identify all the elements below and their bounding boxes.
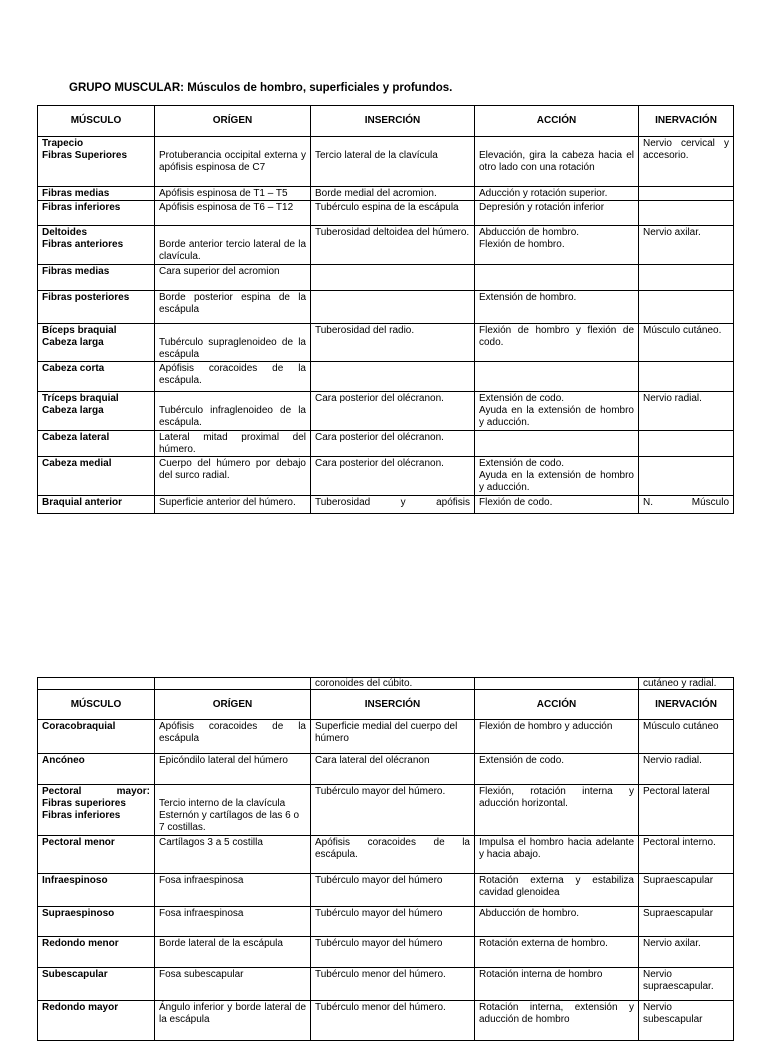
origen-cell: Fosa infraespinosa	[155, 873, 311, 906]
accion-cell: Abducción de hombro. Flexión de hombro.	[475, 226, 639, 264]
origen-cell: Cara superior del acromion	[155, 264, 311, 290]
musculo-cell: Bíceps braquial Cabeza larga	[38, 323, 155, 361]
table-row	[38, 906, 734, 936]
insercion-cell	[311, 362, 475, 392]
insercion-cell: Tubérculo mayor del húmero	[311, 906, 475, 936]
table-row	[38, 785, 734, 836]
origen-cell: Cartílagos 3 a 5 costilla	[155, 835, 311, 873]
musculo-cell: Trapecio Fibras Superiores	[38, 137, 155, 187]
page-title: GRUPO MUSCULAR: Músculos de hombro, superficiales y profundos.	[69, 82, 453, 94]
insercion-cell	[311, 290, 475, 323]
table-row	[38, 720, 734, 754]
origen-cell: Tubérculo infraglenoideo de la escápula.	[155, 392, 311, 431]
accion-cell: Flexión de hombro y flexión de codo.	[475, 323, 639, 361]
insercion-cell: Cara posterior del olécranon.	[311, 430, 475, 456]
accion-cell: Flexión, rotación interna y aducción horizontal.	[475, 785, 639, 836]
insercion-cell: Tubérculo mayor del húmero.	[311, 785, 475, 836]
table-row	[38, 457, 734, 496]
inervacion-cell: Músculo cutáneo.	[639, 323, 734, 361]
musculo-cell: Redondo menor	[38, 936, 155, 967]
header-musculo: MÚSCULO	[38, 690, 155, 720]
insercion-cell: Tuberosidad deltoidea del húmero.	[311, 226, 475, 264]
musculo-cell: Tríceps braquial Cabeza larga	[38, 392, 155, 431]
header-origen: ORÍGEN	[155, 690, 311, 720]
table-row	[38, 430, 734, 456]
insercion-cell: coronoides del cúbito.	[311, 678, 475, 690]
header-inervacion: INERVACIÓN	[639, 690, 734, 720]
table-row	[38, 1000, 734, 1040]
origen-cell: Tubérculo supraglenoideo de la escápula	[155, 323, 311, 361]
inervacion-cell: Supraescapular	[639, 906, 734, 936]
origen-cell: Superficie anterior del húmero.	[155, 495, 311, 513]
accion-cell: Elevación, gira la cabeza hacia el otro lado con una rotación	[475, 137, 639, 187]
header-inervacion: INERVACIÓN	[639, 106, 734, 137]
musculo-cell: Subescapular	[38, 967, 155, 1000]
origen-cell: Lateral mitad proximal del húmero.	[155, 430, 311, 456]
header-origen: ORÍGEN	[155, 106, 311, 137]
origen-cell: Cuerpo del húmero por debajo del surco radial.	[155, 457, 311, 496]
accion-cell: Rotación interna de hombro	[475, 967, 639, 1000]
origen-cell: Apófisis coracoides de la escápula	[155, 720, 311, 754]
musculo-cell: Fibras posteriores	[38, 290, 155, 323]
musculo-cell: Pectoral menor	[38, 835, 155, 873]
origen-cell: Protuberancia occipital externa y apófisis espinosa de C7	[155, 137, 311, 187]
table-row	[38, 290, 734, 323]
insercion-cell: Tubérculo menor del húmero.	[311, 1000, 475, 1040]
musculo-cell: Fibras medias	[38, 187, 155, 201]
insercion-cell: Tubérculo menor del húmero.	[311, 967, 475, 1000]
accion-cell: Flexión de codo.	[475, 495, 639, 513]
origen-cell: Borde lateral de la escápula	[155, 936, 311, 967]
musculo-cell: Fibras inferiores	[38, 201, 155, 226]
musculo-cell: Cabeza lateral	[38, 430, 155, 456]
table-row	[38, 835, 734, 873]
inervacion-cell: Supraescapular	[639, 873, 734, 906]
table-header-row	[38, 106, 734, 137]
accion-cell: Extensión de codo. Ayuda en la extensión de hombro y aducción.	[475, 457, 639, 496]
accion-cell: Impulsa el hombro hacia adelante y hacia abajo.	[475, 835, 639, 873]
accion-cell: Depresión y rotación inferior	[475, 201, 639, 226]
insercion-cell: Cara lateral del olécranon	[311, 754, 475, 785]
origen-cell: Epicóndilo lateral del húmero	[155, 754, 311, 785]
musculo-cell: Cabeza medial	[38, 457, 155, 496]
inervacion-cell: Nervio axilar.	[639, 226, 734, 264]
inervacion-cell	[639, 362, 734, 392]
accion-cell: Abducción de hombro.	[475, 906, 639, 936]
insercion-cell: Apófisis coracoides de la escápula.	[311, 835, 475, 873]
inervacion-cell	[639, 430, 734, 456]
table-row	[38, 226, 734, 264]
accion-cell: Rotación externa de hombro.	[475, 936, 639, 967]
insercion-cell: Cara posterior del olécranon.	[311, 392, 475, 431]
accion-cell: Rotación interna, extensión y aducción de hombro	[475, 1000, 639, 1040]
insercion-cell: Superficie medial del cuerpo del húmero	[311, 720, 475, 754]
table-row	[38, 323, 734, 361]
origen-cell: Tercio interno de la clavícula Esternón y cartílagos de las 6 o 7 costillas.	[155, 785, 311, 836]
accion-cell: Aducción y rotación superior.	[475, 187, 639, 201]
origen-cell: Ángulo inferior y borde lateral de la escápula	[155, 1000, 311, 1040]
inervacion-cell	[639, 264, 734, 290]
table-row	[38, 362, 734, 392]
musculo-cell	[38, 678, 155, 690]
header-musculo: MÚSCULO	[38, 106, 155, 137]
insercion-cell: Tercio lateral de la clavícula	[311, 137, 475, 187]
accion-cell	[475, 362, 639, 392]
header-insercion: INSERCIÓN	[311, 690, 475, 720]
inervacion-cell	[639, 290, 734, 323]
origen-cell: Apófisis espinosa de T1 – T5	[155, 187, 311, 201]
origen-cell: Apófisis espinosa de T6 – T12	[155, 201, 311, 226]
insercion-cell: Tubérculo mayor del húmero	[311, 873, 475, 906]
musculo-cell: Redondo mayor	[38, 1000, 155, 1040]
inervacion-cell	[639, 187, 734, 201]
header-accion: ACCIÓN	[475, 106, 639, 137]
table-row	[38, 967, 734, 1000]
inervacion-cell: Nervio axilar.	[639, 936, 734, 967]
inervacion-cell: Nervio subescapular	[639, 1000, 734, 1040]
insercion-cell: Tubérculo espina de la escápula	[311, 201, 475, 226]
accion-cell: Flexión de hombro y aducción	[475, 720, 639, 754]
origen-cell: Fosa infraespinosa	[155, 906, 311, 936]
table-row	[38, 873, 734, 906]
accion-cell: Extensión de codo. Ayuda en la extensión de hombro y aducción.	[475, 392, 639, 431]
table-row	[38, 495, 734, 513]
table-row	[38, 264, 734, 290]
musculo-cell: Ancóneo	[38, 754, 155, 785]
musculo-cell: Deltoides Fibras anteriores	[38, 226, 155, 264]
muscle-table-1	[37, 105, 734, 514]
accion-cell	[475, 678, 639, 690]
table-row	[38, 754, 734, 785]
inervacion-cell: Nervio radial.	[639, 392, 734, 431]
header-accion: ACCIÓN	[475, 690, 639, 720]
origen-cell: Fosa subescapular	[155, 967, 311, 1000]
inervacion-cell: cutáneo y radial.	[639, 678, 734, 690]
musculo-cell: Pectoral mayor: Fibras superiores Fibras inferiores	[38, 785, 155, 836]
insercion-cell: Borde medial del acromion.	[311, 187, 475, 201]
inervacion-cell: Pectoral interno.	[639, 835, 734, 873]
inervacion-cell	[639, 201, 734, 226]
table-row	[38, 187, 734, 201]
inervacion-cell: Músculo cutáneo	[639, 720, 734, 754]
accion-cell: Rotación externa y estabiliza cavidad glenoidea	[475, 873, 639, 906]
musculo-cell: Fibras medias	[38, 264, 155, 290]
table-row	[38, 936, 734, 967]
musculo-cell: Coracobraquial	[38, 720, 155, 754]
musculo-cell: Cabeza corta	[38, 362, 155, 392]
continuation-row	[38, 678, 734, 690]
musculo-cell: Braquial anterior	[38, 495, 155, 513]
muscle-table-2	[37, 677, 734, 1041]
inervacion-cell: Nervio supraescapular.	[639, 967, 734, 1000]
accion-cell: Extensión de codo.	[475, 754, 639, 785]
table-row	[38, 392, 734, 431]
table-row	[38, 201, 734, 226]
origen-cell	[155, 678, 311, 690]
header-insercion: INSERCIÓN	[311, 106, 475, 137]
table-header-row	[38, 690, 734, 720]
insercion-cell	[311, 264, 475, 290]
accion-cell: Extensión de hombro.	[475, 290, 639, 323]
insercion-cell: Tuberosidad del radio.	[311, 323, 475, 361]
inervacion-cell: N. Músculo	[639, 495, 734, 513]
insercion-cell: Tubérculo mayor del húmero	[311, 936, 475, 967]
musculo-cell: Infraespinoso	[38, 873, 155, 906]
inervacion-cell	[639, 457, 734, 496]
musculo-cell: Supraespinoso	[38, 906, 155, 936]
origen-cell: Borde anterior tercio lateral de la clavícula.	[155, 226, 311, 264]
insercion-cell: Tuberosidad y apófisis	[311, 495, 475, 513]
inervacion-cell: Pectoral lateral	[639, 785, 734, 836]
table-row	[38, 137, 734, 187]
accion-cell	[475, 430, 639, 456]
accion-cell	[475, 264, 639, 290]
inervacion-cell: Nervio cervical y accesorio.	[639, 137, 734, 187]
inervacion-cell: Nervio radial.	[639, 754, 734, 785]
origen-cell: Borde posterior espina de la escápula	[155, 290, 311, 323]
origen-cell: Apófisis coracoides de la escápula.	[155, 362, 311, 392]
insercion-cell: Cara posterior del olécranon.	[311, 457, 475, 496]
